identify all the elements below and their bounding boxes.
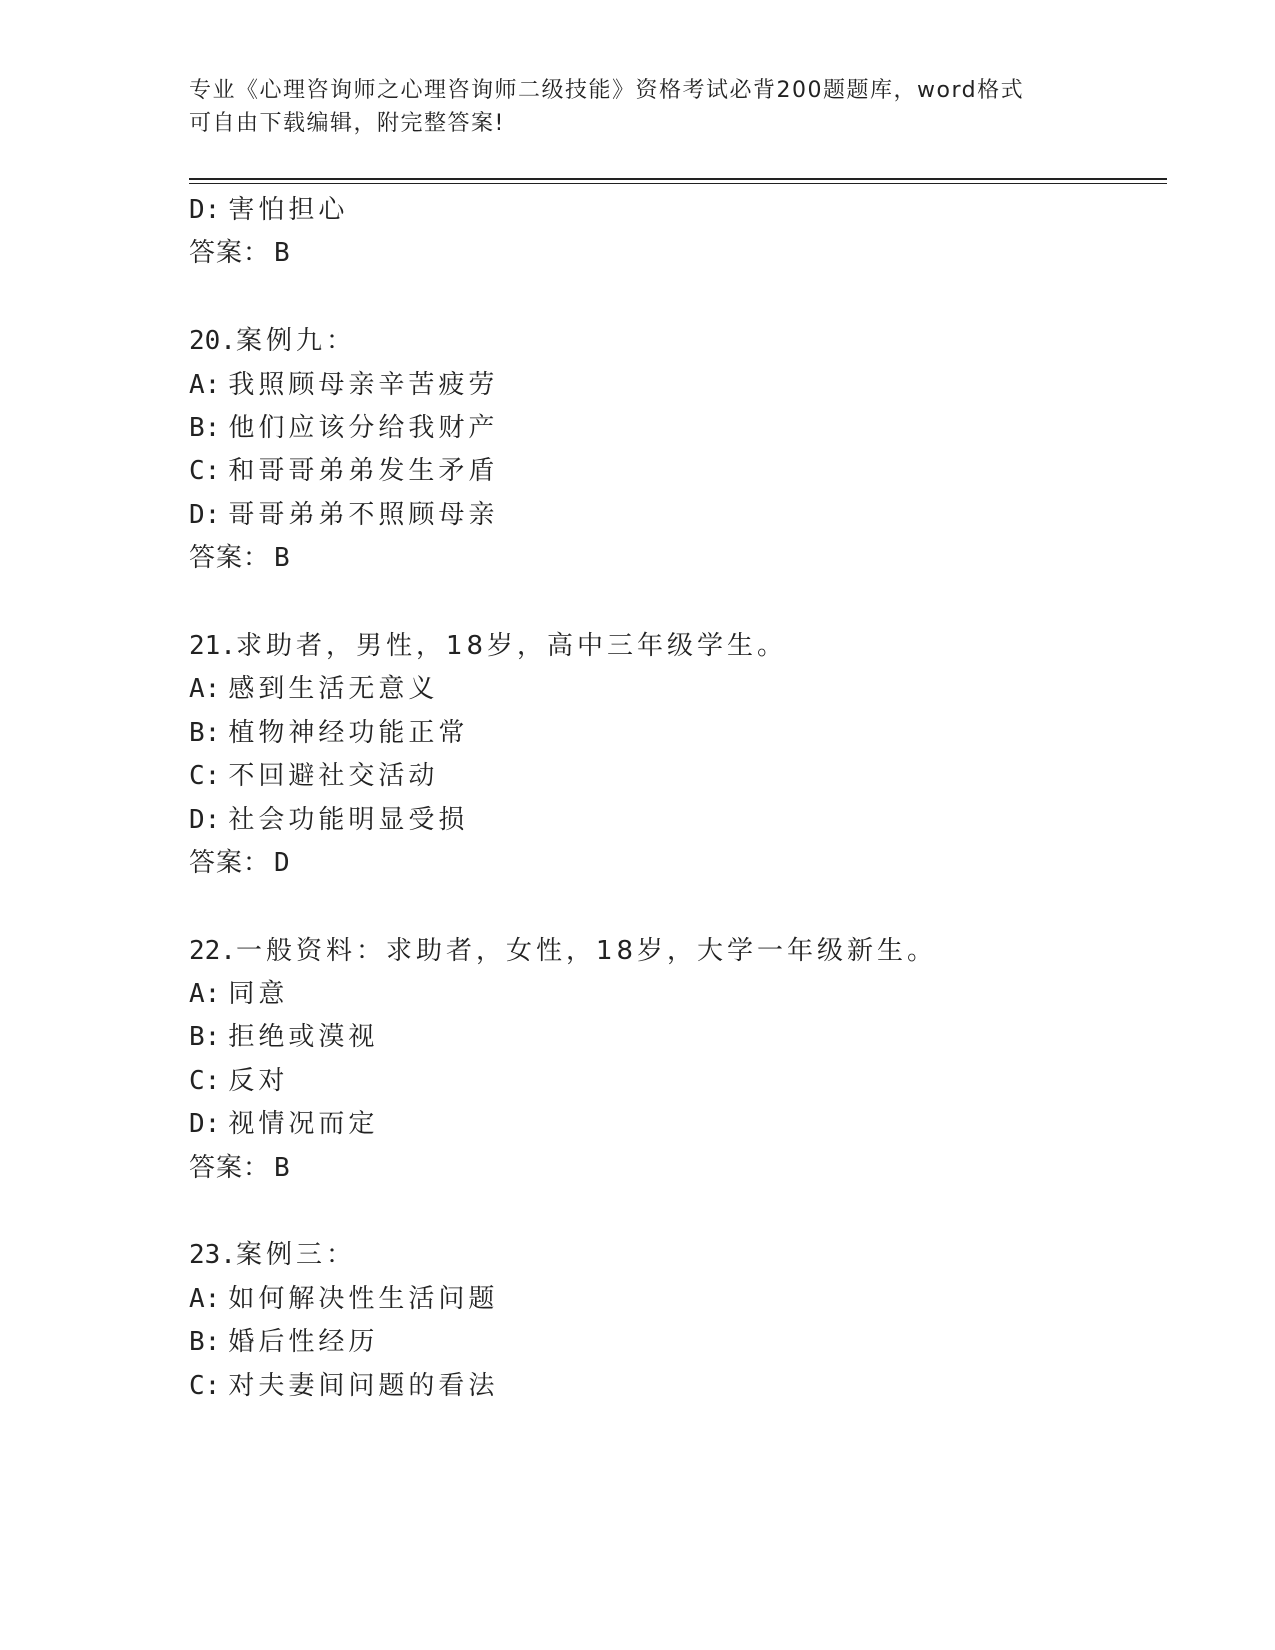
option-key: D: <box>189 500 221 530</box>
option-text: 植物神经功能正常 <box>228 718 469 748</box>
option-text: 他们应该分给我财产 <box>228 413 499 443</box>
option-text: 拒绝或漠视 <box>228 1022 379 1052</box>
question-20-answer <box>189 541 291 575</box>
answer-label: 答案： <box>189 238 271 268</box>
option-key: A: <box>189 674 221 704</box>
question-number: 22. <box>189 936 236 966</box>
question-21-option-a <box>189 672 438 706</box>
option-key: C: <box>189 456 221 486</box>
question-23-option-c <box>189 1369 498 1403</box>
answer-label: 答案： <box>189 543 271 573</box>
option-text: 同意 <box>228 979 289 1009</box>
option-key: B: <box>189 413 221 443</box>
option-text: 和哥哥弟弟发生矛盾 <box>228 456 499 486</box>
header-line-2: 可自由下载编辑，附完整答案! <box>189 111 505 136</box>
option-key: C: <box>189 1066 221 1096</box>
option-key: A: <box>189 979 221 1009</box>
option-key: A: <box>189 1284 221 1314</box>
option-text: 视情况而定 <box>228 1109 379 1139</box>
question-20-stem <box>189 324 356 358</box>
question-22-option-a <box>189 977 288 1011</box>
option-text: 哥哥弟弟不照顾母亲 <box>228 500 499 530</box>
header-line-1: 专业《心理咨询师之心理咨询师二级技能》资格考试必背200题题库，word格式 <box>189 78 1025 103</box>
answer-value: B <box>274 1153 291 1183</box>
answer-value: D <box>274 848 291 878</box>
question-number: 23. <box>189 1240 236 1270</box>
answer-label: 答案： <box>189 1153 271 1183</box>
option-key: D: <box>189 805 221 835</box>
option-key: D: <box>189 1109 221 1139</box>
question-22-option-d <box>189 1107 378 1141</box>
option-key: C: <box>189 761 221 791</box>
question-22-stem <box>189 934 937 968</box>
fragment-option-d <box>189 193 348 227</box>
option-text: 感到生活无意义 <box>228 674 439 704</box>
option-key: B: <box>189 718 221 748</box>
answer-value: B <box>274 543 291 573</box>
option-text: 社会功能明显受损 <box>228 805 469 835</box>
header-divider-thin <box>189 183 1167 184</box>
question-20-option-d <box>189 498 498 532</box>
answer-value: B <box>274 238 291 268</box>
option-text: 对夫妻间问题的看法 <box>228 1371 499 1401</box>
question-20-option-c <box>189 454 498 488</box>
header-divider-thick <box>189 178 1167 180</box>
question-21-answer <box>189 846 291 880</box>
option-text: 不回避社交活动 <box>228 761 439 791</box>
question-23-option-b <box>189 1325 378 1359</box>
option-key: A: <box>189 370 221 400</box>
option-key: B: <box>189 1327 221 1357</box>
question-text: 案例三： <box>235 1240 356 1270</box>
option-text: 我照顾母亲辛苦疲劳 <box>228 370 499 400</box>
question-23-stem <box>189 1238 356 1272</box>
document-header <box>189 74 1089 140</box>
option-text: 害怕担心 <box>228 195 349 225</box>
question-20-option-a <box>189 368 498 402</box>
question-number: 20. <box>189 326 236 356</box>
question-20-option-b <box>189 411 498 445</box>
fragment-answer <box>189 236 291 270</box>
option-key: D: <box>189 195 221 225</box>
option-key: C: <box>189 1371 221 1401</box>
question-text: 一般资料：求助者，女性，18岁，大学一年级新生。 <box>235 936 938 966</box>
question-21-option-c <box>189 759 438 793</box>
question-21-option-b <box>189 716 468 750</box>
answer-label: 答案： <box>189 848 271 878</box>
question-21-option-d <box>189 803 468 837</box>
option-text: 反对 <box>228 1066 289 1096</box>
option-text: 如何解决性生活问题 <box>228 1284 499 1314</box>
option-text: 婚后性经历 <box>228 1327 379 1357</box>
question-text: 案例九： <box>235 326 356 356</box>
question-number: 21. <box>189 631 236 661</box>
option-key: B: <box>189 1022 221 1052</box>
question-23-option-a <box>189 1282 498 1316</box>
question-22-option-c <box>189 1064 288 1098</box>
question-22-answer <box>189 1151 291 1185</box>
question-21-stem <box>189 629 787 663</box>
question-22-option-b <box>189 1020 378 1054</box>
question-text: 求助者，男性，18岁，高中三年级学生。 <box>235 631 788 661</box>
